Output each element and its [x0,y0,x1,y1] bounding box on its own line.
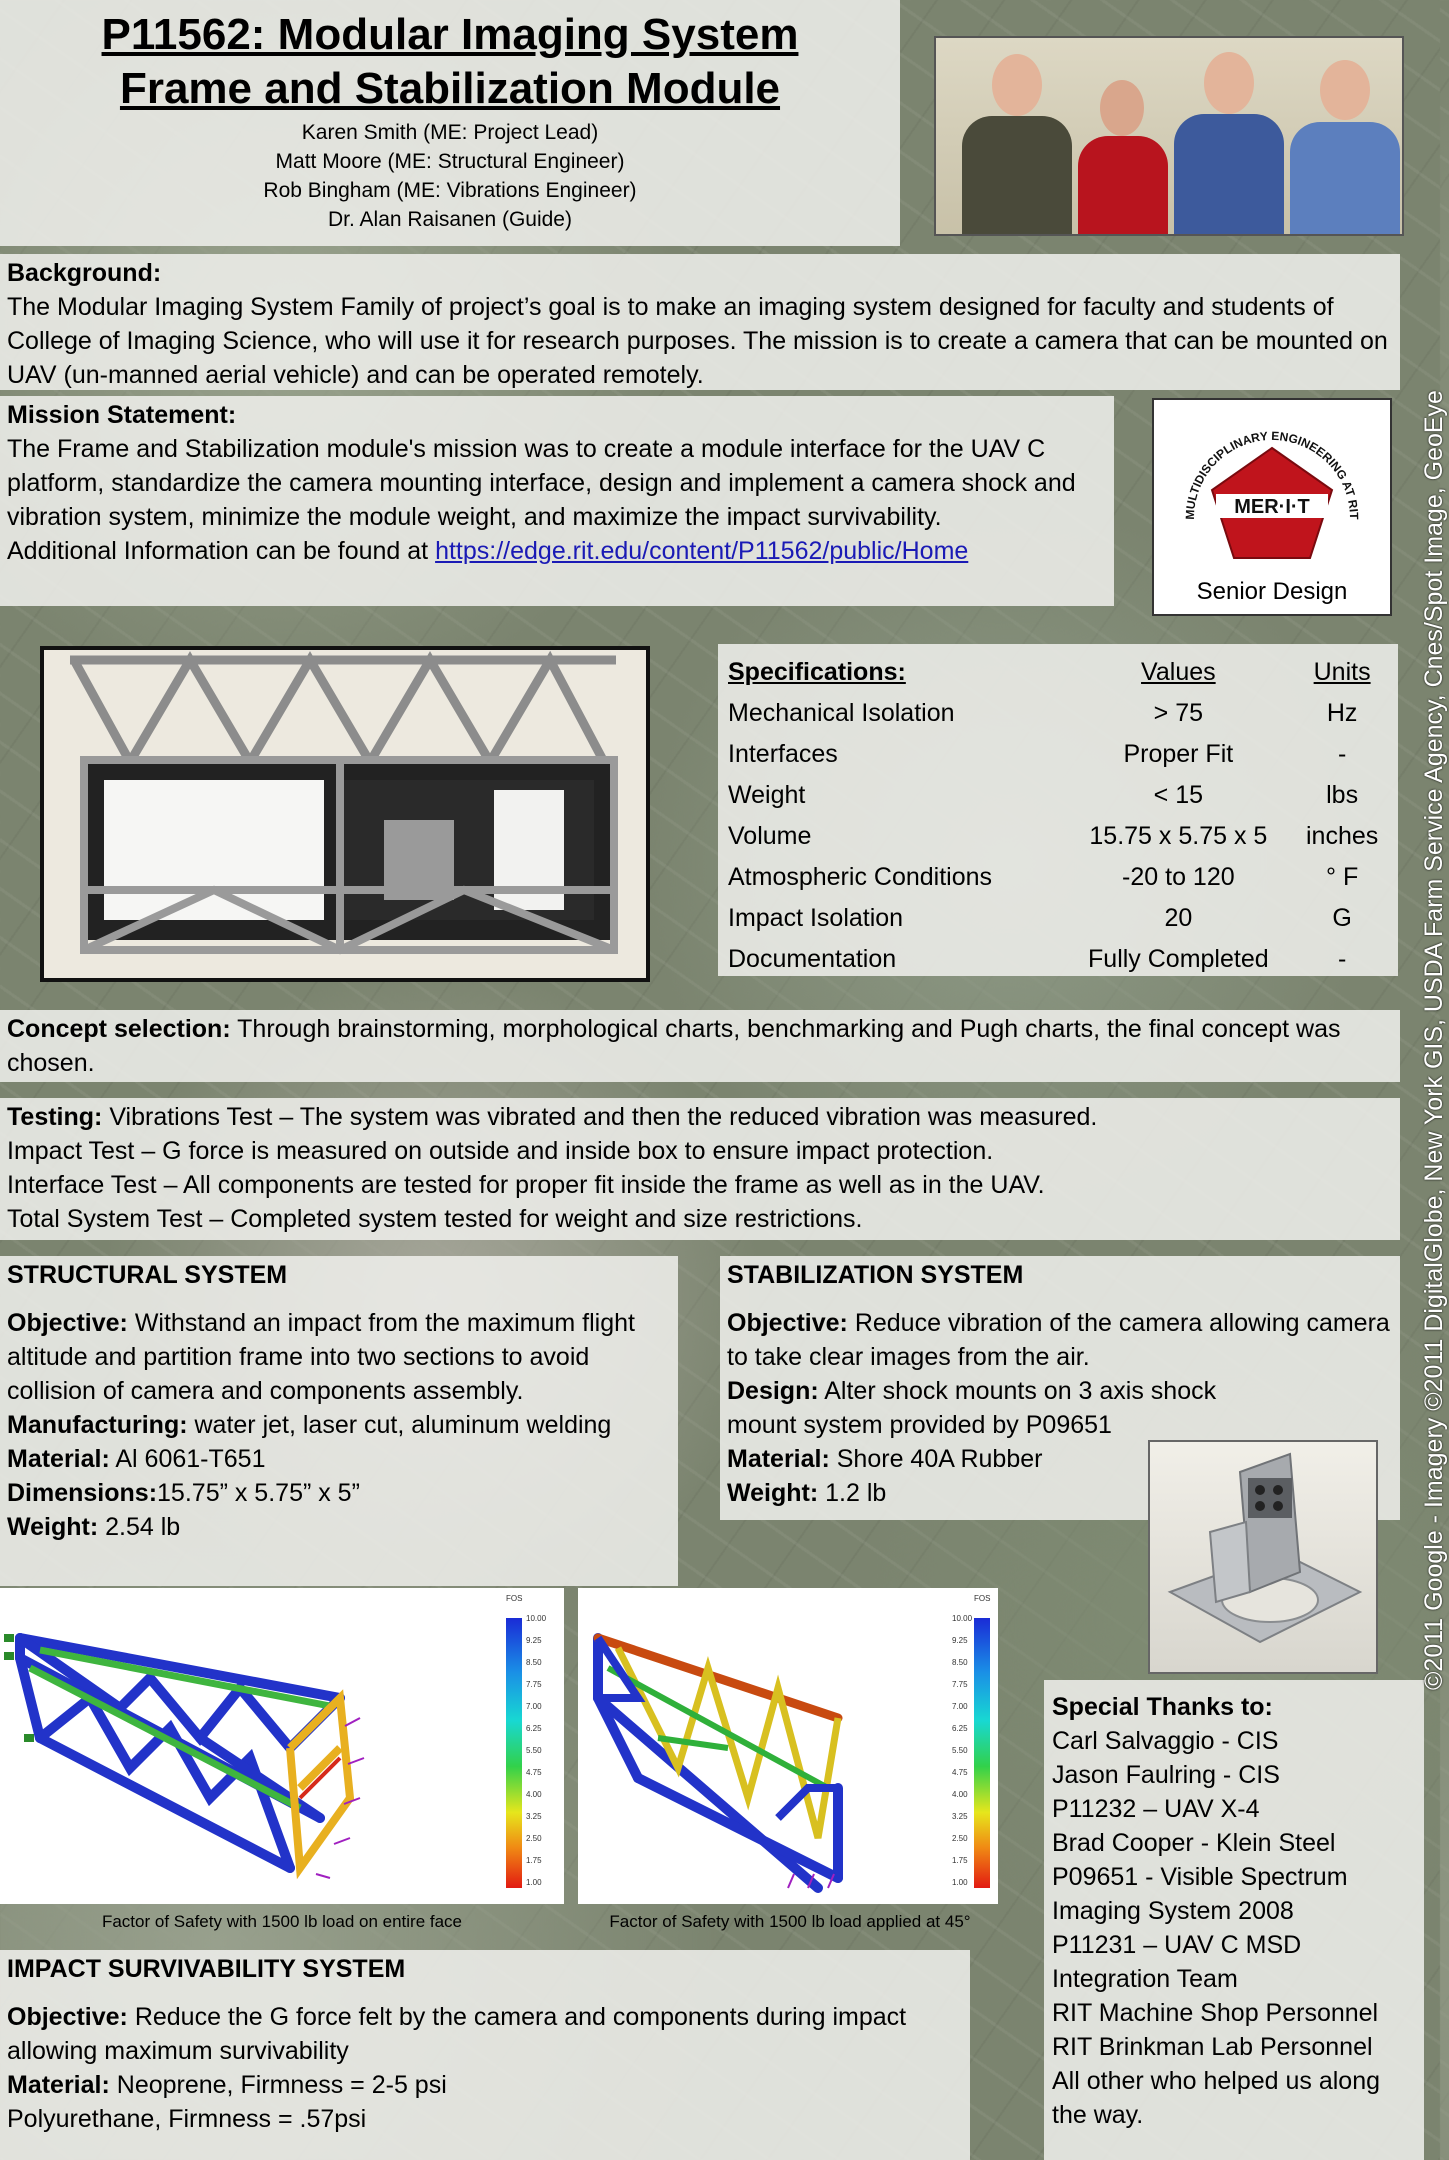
concept-label: Concept selection: [7,1015,231,1043]
fos-scale-label: 9.25 [952,1636,968,1645]
thanks-line: P09651 - Visible Spectrum Imaging System 2008 [1052,1863,1348,1925]
thanks-title: Special Thanks to: [1052,1693,1273,1721]
team-member: Dr. Alan Raisanen (Guide) [328,208,572,231]
team-photo-person [1078,74,1168,234]
thanks-line: P11232 – UAV X-4 [1052,1795,1260,1823]
stabilization-material: Material: Shore 40A Rubber [727,1445,1043,1473]
fos-scale-label: 7.00 [526,1702,542,1711]
mission-section [0,396,1114,606]
thanks-line: RIT Machine Shop Personnel [1052,1999,1379,2027]
spec-name: Volume [728,822,812,850]
logo-center-text: MER·I·T [1234,496,1310,518]
fos-scale-label: 10.00 [952,1614,973,1623]
merit-logo [1152,398,1392,616]
merit-pentagon-icon [1154,400,1390,580]
poster-title-line-2: Frame and Stabilization Module [119,64,781,113]
testing-section [0,1098,1400,1240]
testing-label: Testing: [7,1103,103,1131]
structural-system-section [0,1256,678,1586]
team-member: Karen Smith (ME: Project Lead) [301,121,599,144]
spec-value: 15.75 x 5.75 x 5 [1089,822,1268,850]
table-row [726,898,1390,939]
thanks-line: Carl Salvaggio - CIS [1052,1727,1279,1755]
impact-material: Material: Neoprene, Firmness = 2-5 psi [7,2071,447,2099]
fos-scale-label: 4.75 [526,1768,542,1777]
spec-unit: Hz [1326,699,1358,727]
thanks-line: All other who helped us along the way. [1052,2067,1381,2129]
team-member: Rob Bingham (ME: Vibrations Engineer) [263,179,637,202]
spec-value: Fully Completed [1088,945,1269,973]
logo-arc-text: MULTIDISCIPLINARY ENGINEERING AT RIT [1182,428,1362,520]
poster-title-line-1: P11562: Modular Imaging System [101,10,799,59]
spec-value: -20 to 120 [1122,863,1235,891]
team-photo [934,36,1404,236]
structural-dimensions: Dimensions:15.75” x 5.75” x 5” [7,1479,360,1507]
fos-scale-label: 3.25 [526,1812,542,1821]
table-row [726,693,1390,734]
stabilization-design: Design: Alter shock mounts on 3 axis shock mount system provided by P09651 [727,1377,1217,1439]
vibration-test-text: Vibrations Test – The system was vibrated and then the reduced vibration was measured. [102,1103,1098,1131]
fos-scale-label: 5.50 [526,1746,542,1755]
spec-name: Interfaces [728,740,838,768]
fos-scale-label: 8.50 [526,1658,542,1667]
fos-color-bar [506,1618,522,1888]
specifications-header: Specifications: [728,658,906,686]
frame-module-photo [40,646,650,982]
project-website-link[interactable]: https://edge.rit.edu/content/P11562/public/Home [435,537,969,565]
fos-scale-label: 8.50 [952,1658,968,1667]
spec-value: < 15 [1153,781,1204,809]
table-row [726,939,1390,980]
team-photo-person [1174,44,1284,234]
spec-value: Proper Fit [1123,740,1234,768]
structural-manufacturing: Manufacturing: water jet, laser cut, aluminum welding [7,1411,612,1439]
team-photo-person [962,44,1072,234]
impact-survivability-section [0,1950,970,2160]
fos-scale-label: 10.00 [526,1614,547,1623]
impact-material-2: Polyurethane, Firmness = .57psi [7,2105,367,2133]
fos-scale-label: 4.00 [526,1790,542,1799]
fos-scale-label: 1.75 [526,1856,542,1865]
fos-scale-label: 7.75 [526,1680,542,1689]
table-header-row [726,652,1390,693]
structural-weight: Weight: 2.54 lb [7,1513,181,1541]
background-section [0,254,1400,390]
fea-image-45-degree [578,1588,998,1904]
spec-name: Documentation [728,945,897,973]
fos-scale-label: 7.75 [952,1680,968,1689]
specifications-table [726,652,1390,980]
team-members [0,118,900,234]
concept-selection-section [0,1010,1400,1082]
additional-info [7,534,1107,568]
fos-scale-label: 4.00 [952,1790,968,1799]
impact-title: IMPACT SURVIVABILITY SYSTEM [7,1955,406,1983]
thanks-line: P11231 – UAV C MSD Integration Team [1052,1931,1302,1993]
fos-scale-label: 4.75 [952,1768,968,1777]
thanks-line: RIT Brinkman Lab Personnel [1052,2033,1373,2061]
impact-objective: Objective: Reduce the G force felt by the camera and components during impact allowing maximum survivability [7,2003,907,2065]
interface-test-text: Interface Test – All components are tested for proper fit inside the frame as well as in the UAV. [7,1171,1045,1199]
spec-unit: lbs [1326,781,1359,809]
fos-scale-label: 6.25 [526,1724,542,1733]
imagery-credit: ©2011 Google - Imagery ©2011 DigitalGlobe, New York GIS, USDA Farm Service Agency, Cnes/Spot Image, GeoEye [1420,390,1448,1690]
fea-caption-entire-face: Factor of Safety with 1500 lb load on entire face [101,1912,463,1931]
title-panel [0,0,900,246]
background-heading: Background: [7,259,162,287]
table-row [726,816,1390,857]
spec-unit: - [1337,740,1347,768]
fos-scale-label: 2.50 [952,1834,968,1843]
stabilization-weight: Weight: 1.2 lb [727,1479,887,1507]
shock-mount-photo [1148,1440,1378,1674]
team-photo-person [1290,54,1400,234]
table-row [726,734,1390,775]
fos-color-bar [974,1618,990,1888]
team-member: Matt Moore (ME: Structural Engineer) [275,150,625,173]
spec-unit: G [1332,904,1352,932]
fos-scale-label: 1.75 [952,1856,968,1865]
spec-name: Impact Isolation [728,904,904,932]
fos-scale-label: 9.25 [526,1636,542,1645]
fea-image-entire-face [0,1588,564,1904]
spec-name: Atmospheric Conditions [728,863,993,891]
table-row [726,775,1390,816]
fea-caption-45-degree: Factor of Safety with 1500 lb load applied at 45° [609,1912,971,1931]
impact-test-text: Impact Test – G force is measured on outside and inside box to ensure impact protection. [7,1137,994,1165]
structural-material: Material: Al 6061-T651 [7,1445,266,1473]
structural-objective: Objective: Withstand an impact from the maximum flight altitude and partition frame into two sections to avoid collision of camera and components assembly. [7,1309,635,1405]
units-header: Units [1313,658,1371,686]
fos-scale-label: 3.25 [952,1812,968,1821]
fos-scale-label: 6.25 [952,1724,968,1733]
fos-scale-label: 7.00 [952,1702,968,1711]
additional-info-prefix: Additional Information can be found at [7,537,436,565]
spec-name: Mechanical Isolation [728,699,955,727]
thanks-line: Brad Cooper - Klein Steel [1052,1829,1336,1857]
thanks-line: Jason Faulring - CIS [1052,1761,1280,1789]
fos-scale-title: FOS [974,1594,991,1603]
fos-scale-title: FOS [506,1594,523,1603]
spec-unit: ° F [1326,863,1359,891]
background-text: The Modular Imaging System Family of project’s goal is to make an imaging system designed for faculty and students of College of Imaging Science, who will use it for research purposes. The mission is to create a camera that can be mounted on UAV (un-manned aerial vehicle) and can be operated remotely. [7,293,1388,389]
stabilization-objective: Objective: Reduce vibration of the camera allowing camera to take clear images from the air. [727,1309,1390,1371]
spec-name: Weight [728,781,806,809]
fos-scale-label: 5.50 [952,1746,968,1755]
special-thanks-section [1044,1680,1424,2160]
fos-scale-label: 1.00 [952,1878,968,1887]
spec-value: > 75 [1153,699,1204,727]
specifications-section [718,644,1398,976]
spec-unit: - [1337,945,1347,973]
stabilization-title: STABILIZATION SYSTEM [727,1261,1024,1289]
values-header: Values [1141,658,1216,686]
spec-value: 20 [1164,904,1193,932]
total-system-test-text: Total System Test – Completed system tested for weight and size restrictions. [7,1205,863,1233]
mission-heading: Mission Statement: [7,401,237,429]
mission-text: The Frame and Stabilization module's mission was to create a module interface for the UAV C platform, standardize the camera mounting interface, design and implement a camera shock and vibration system, minimize the module weight, and maximize the impact survivability. [7,435,1076,531]
structural-title: STRUCTURAL SYSTEM [7,1261,288,1289]
table-row [726,857,1390,898]
senior-design-label: Senior Design [1196,578,1348,605]
concept-text: Through brainstorming, morphological charts, benchmarking and Pugh charts, the final concept was chosen. [7,1015,1341,1077]
spec-unit: inches [1305,822,1379,850]
fos-scale-label: 1.00 [526,1878,542,1887]
testing-line [7,1100,1393,1134]
fos-scale-label: 2.50 [526,1834,542,1843]
